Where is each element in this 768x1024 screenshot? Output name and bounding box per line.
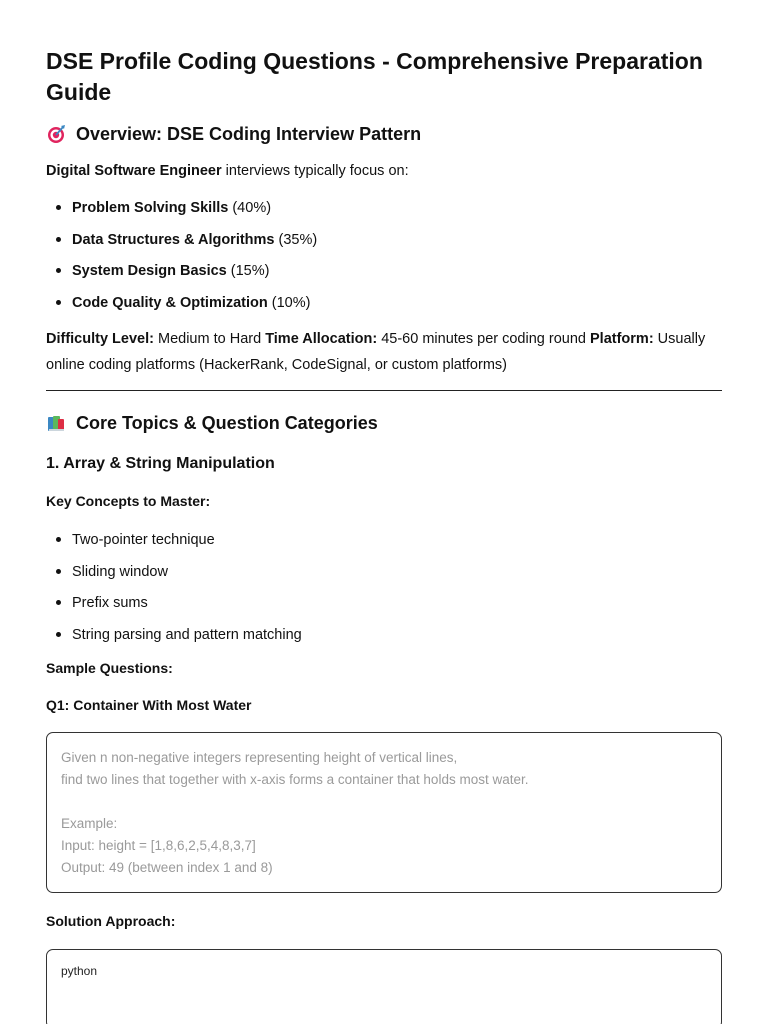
- code-line: Example:: [61, 816, 118, 831]
- code-line: Given n non-negative integers representing height of vertical lines,: [61, 750, 458, 765]
- core-topics-heading-text: Core Topics & Question Categories: [76, 413, 378, 433]
- list-item: Prefix sums: [46, 593, 722, 625]
- list-item: Code Quality & Optimization (10%): [46, 293, 722, 325]
- question-code-block: [46, 732, 722, 893]
- list-item: Sliding window: [46, 562, 722, 594]
- solution-code-block: [46, 949, 722, 1024]
- list-item: Two-pointer technique: [46, 530, 722, 562]
- solution-approach-label: Solution Approach:: [46, 913, 176, 929]
- list-item: Problem Solving Skills (40%): [46, 198, 722, 230]
- key-concepts-label: Key Concepts to Master:: [46, 493, 211, 509]
- code-line: [61, 791, 707, 813]
- intro-bold: Digital Software Engineer: [46, 163, 222, 179]
- question-title: Q1: Container With Most Water: [46, 697, 252, 713]
- list-item: Data Structures & Algorithms (35%): [46, 230, 722, 262]
- target-icon: [46, 124, 66, 144]
- code-line: find two lines that together with x-axis forms a container that holds most water.: [61, 772, 529, 787]
- sample-questions-label: Sample Questions:: [46, 660, 173, 676]
- overview-heading: [46, 122, 722, 146]
- section-divider: [46, 390, 722, 391]
- overview-details: Difficulty Level: Medium to Hard Time Allocation: 45-60 minutes per coding round Platform: Usually online coding platforms (HackerRank, CodeSignal, or custom platforms): [46, 331, 706, 373]
- concepts-list: [46, 530, 722, 656]
- section-heading: 1. Array & String Manipulation: [46, 455, 275, 472]
- list-item: System Design Basics (15%): [46, 261, 722, 293]
- page-title: DSE Profile Coding Questions - Comprehensive Preparation Guide: [46, 48, 703, 105]
- code-language-label: python: [61, 964, 98, 978]
- code-line: Output: 49 (between index 1 and 8): [61, 860, 273, 875]
- core-topics-heading: [46, 411, 722, 435]
- list-item: String parsing and pattern matching: [46, 625, 722, 657]
- focus-list: [46, 198, 722, 324]
- intro-rest: interviews typically focus on:: [221, 163, 409, 179]
- overview-intro: [46, 158, 722, 184]
- code-line: Input: height = [1,8,6,2,5,4,8,3,7]: [61, 838, 256, 853]
- overview-heading-text: Overview: DSE Coding Interview Pattern: [76, 124, 422, 144]
- books-icon: [46, 413, 66, 433]
